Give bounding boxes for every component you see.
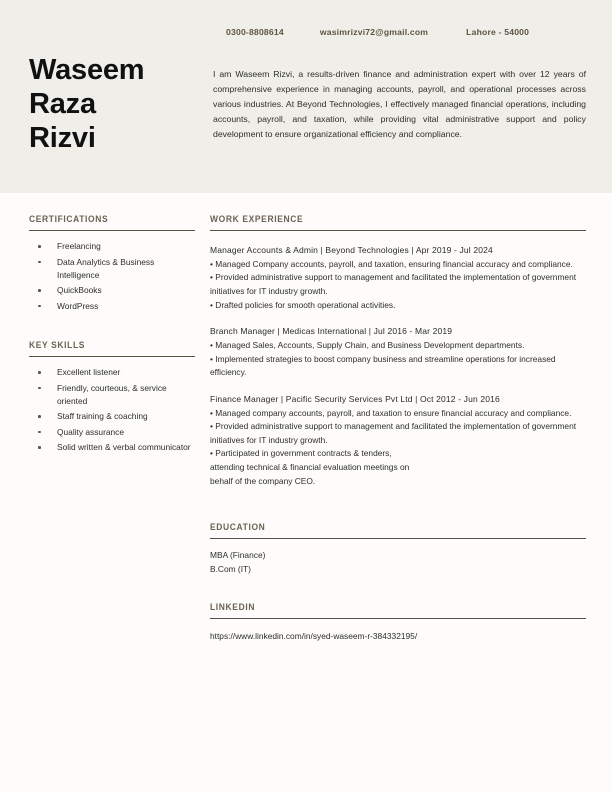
job-bullet-continuation: behalf of the company CEO. — [210, 475, 316, 486]
linkedin-divider — [210, 618, 586, 619]
list-item: Staff training & coaching — [29, 410, 195, 423]
work-experience-heading: WORK EXPERIENCE — [210, 214, 304, 224]
certifications-heading: CERTIFICATIONS — [29, 214, 109, 224]
main-content — [210, 214, 586, 644]
job-heading: Branch Manager | Medicas International | Jul 2016 - Mar 2019 — [210, 326, 453, 337]
job-bullet: • Participated in government contracts & tenders, — [210, 447, 586, 461]
job-bullets — [210, 407, 586, 489]
job-bullet: • Drafted policies for smooth operational activities. — [210, 299, 586, 313]
work-experience-divider — [210, 230, 586, 231]
key-skills-heading: KEY SKILLS — [29, 340, 86, 351]
job-bullet: • Managed Sales, Accounts, Supply Chain, and Business Development departments. — [210, 339, 586, 353]
contact-email: wasimrizvi72@gmail.com — [319, 27, 429, 37]
section-linkedin — [210, 602, 586, 643]
education-divider — [210, 538, 586, 539]
job-bullet: • Provided administrative support to management and facilitated the implementation of government initiatives for IT industry growth. — [210, 271, 586, 298]
sidebar — [29, 214, 195, 457]
job-bullets — [210, 258, 586, 312]
sidebar-spacer — [29, 315, 195, 340]
job-bullet: • Managed Company accounts, payroll, and taxation, ensuring financial accuracy and compliance. — [210, 258, 586, 272]
list-item: QuickBooks — [29, 284, 195, 297]
job-bullets — [210, 339, 586, 380]
job-heading: Finance Manager | Pacific Security Services Pvt Ltd | Oct 2012 - Jun 2016 — [210, 393, 500, 404]
job-bullet-continuation: attending technical & financial evaluation meetings on — [210, 461, 410, 472]
job-entry — [210, 325, 586, 380]
job-bullet: • Implemented strategies to boost company business and streamline operations for increased efficiency. — [210, 353, 586, 380]
education-entry: B.Com (IT) — [210, 563, 251, 574]
job-bullet: • Provided administrative support to management and facilitated the implementation of government initiatives for IT industry growth. — [210, 420, 586, 447]
name-line-middle: Raza — [29, 87, 96, 120]
contact-phone: 0300-8808614 — [226, 27, 284, 37]
contact-location: Lahore - 54000 — [466, 27, 530, 37]
education-entry: MBA (Finance) — [210, 550, 266, 561]
key-skills-list — [29, 366, 195, 454]
name-line-first: Waseem — [29, 54, 145, 86]
candidate-name — [29, 54, 144, 156]
list-item: Freelancing — [29, 240, 195, 253]
key-skills-divider — [29, 356, 195, 357]
list-item: Friendly, courteous, & service oriented — [29, 382, 195, 408]
section-education — [210, 522, 586, 576]
list-item: Quality assurance — [29, 426, 195, 439]
job-heading: Manager Accounts & Admin | Beyond Technologies | Apr 2019 - Jul 2024 — [210, 245, 493, 255]
section-key-skills — [29, 340, 195, 454]
section-certifications — [29, 214, 195, 313]
section-work-experience — [210, 214, 586, 488]
job-entry — [210, 244, 586, 312]
linkedin-heading: LINKEDIN — [210, 602, 256, 613]
list-item: WordPress — [29, 300, 195, 313]
list-item: Excellent listener — [29, 366, 195, 379]
linkedin-url[interactable]: https://www.linkedin.com/in/syed-waseem-r-384332195/ — [210, 631, 418, 642]
main-spacer-education — [210, 488, 586, 522]
professional-summary: I am Waseem Rizvi, a results-driven finance and administration expert with over 12 years of comprehensive experience in managing accounts, payroll, and operational processes across various industries. At Beyond Technologies, I effectively managed financial operations, including accounts, payroll, and taxation, while providing vital administrative support and policy development to ensure organizational efficiency and compliance. — [213, 69, 586, 139]
education-entries — [210, 549, 586, 576]
education-heading: EDUCATION — [210, 522, 266, 533]
certifications-list — [29, 240, 195, 313]
job-bullet: • Managed company accounts, payroll, and taxation to ensure financial accuracy and compliance. — [210, 407, 586, 421]
list-item: Solid written & verbal communicator — [29, 441, 195, 454]
certifications-divider — [29, 230, 195, 231]
job-entry — [210, 393, 586, 488]
list-item: Data Analytics & Business Intelligence — [29, 256, 195, 282]
main-spacer-linkedin — [210, 576, 586, 602]
contact-bar — [0, 27, 612, 37]
name-line-last: Rizvi — [29, 121, 96, 154]
